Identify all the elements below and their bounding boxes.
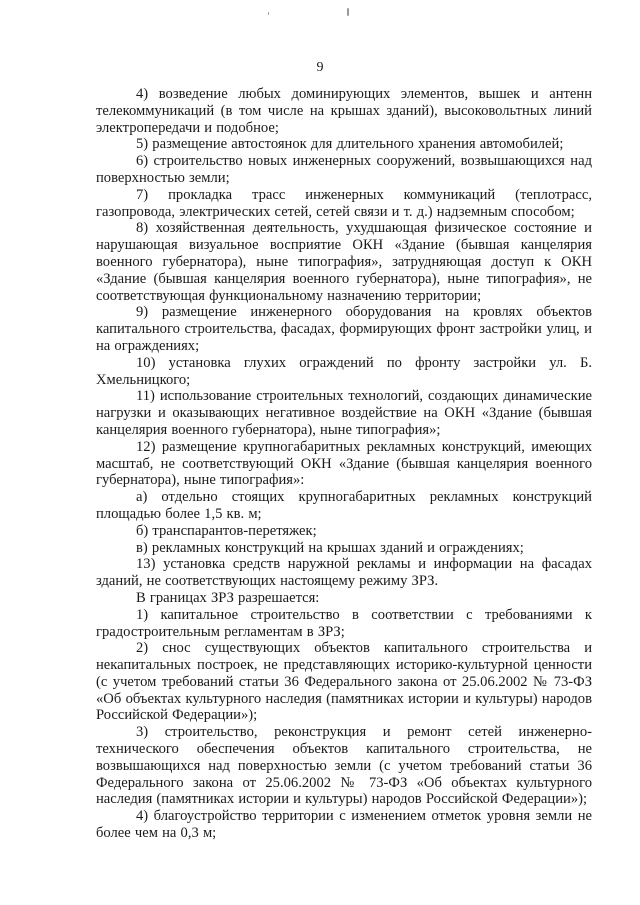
paragraph: 5) размещение автостоянок для длительного хранения автомобилей; xyxy=(136,136,564,153)
paragraph: а) отдельно стоящих крупногабаритных рекламных конструкций площадью более 1,5 кв. м; xyxy=(96,489,592,522)
paragraph: 1) капитальное строительство в соответствии с требованиями к градостроительным регламентам в ЗРЗ; xyxy=(96,606,592,640)
document-body xyxy=(96,86,592,842)
paragraph: б) транспарантов-перетяжек; xyxy=(136,522,317,539)
paragraph: 12) размещение крупногабаритных рекламных конструкций, имеющих масштаб, не соответствующий ОКН «Здание (бывшая канцелярия военного губернатора), ныне типография»: xyxy=(96,438,592,489)
paragraph: 11) использование строительных технологий, создающих динамические нагрузки и оказывающих негативное воздействие на ОКН «Здание (бывшая канцелярия военного губернатора), ныне типография»; xyxy=(96,388,592,438)
paragraph: в) рекламных конструкций на крышах зданий и ограждениях; xyxy=(136,539,524,556)
paragraph: В границах ЗРЗ разрешается: xyxy=(136,589,320,606)
paragraph: 7) прокладка трасс инженерных коммуникаций (теплотрасс, газопровода, электрических сетей, сетей связи и т. д.) надземным способом; xyxy=(96,186,592,220)
paragraph: 3) строительство, реконструкция и ремонт сетей инженерно-технического обеспечения объектов капитального строительства, не возвышающихся над поверхностью земли (с учетом требований статьи 36 Федерального закона от 25.06.2002 № 73-ФЗ «Об объектах культурного наследия (памятниках истории и культуры) народов Российской Федерации»); xyxy=(96,724,592,808)
scan-artifacts xyxy=(0,8,640,22)
page-number: 9 xyxy=(316,60,324,75)
paragraph: 6) строительство новых инженерных сооружений, возвышающихся над поверхностью земли; xyxy=(96,153,592,186)
paragraph: 2) снос существующих объектов капитального строительства и некапитальных построек, не представляющих историко-культурной ценности (с учетом требований статьи 36 Федерального закона от 25.06.2002 № 73-ФЗ «Об объектах культурного наследия (памятниках истории и культуры) народов Российской Федерации»); xyxy=(96,640,592,724)
paragraph: 13) установка средств наружной рекламы и информации на фасадах зданий, не соответствующих настоящему режиму ЗРЗ. xyxy=(96,556,592,590)
paragraph: 4) благоустройство территории с изменением отметок уровня земли не более чем на 0,3 м; xyxy=(96,808,592,842)
paragraph: 10) установка глухих ограждений по фронту застройки ул. Б. Хмельницкого; xyxy=(96,354,592,388)
paragraph: 8) хозяйственная деятельность, ухудшающая физическое состояние и нарушающая визуальное восприятие ОКН «Здание (бывшая канцелярия военного губернатора), ныне типография», затрудняющая доступ к ОКН «Здание (бывшая канцелярия военного губернатора), ныне типография», не соответствующая функциональному назначению территории; xyxy=(96,220,592,304)
paragraph: 4) возведение любых доминирующих элементов, вышек и антенн телекоммуникаций (в том числе на крышах зданий), высоковольтных линий электропередачи и подобное; xyxy=(96,86,592,136)
paragraph: 9) размещение инженерного оборудования на кровлях объектов капитального строительства, фасадах, формирующих фронт застройки улиц, и на ограждениях; xyxy=(96,304,592,354)
